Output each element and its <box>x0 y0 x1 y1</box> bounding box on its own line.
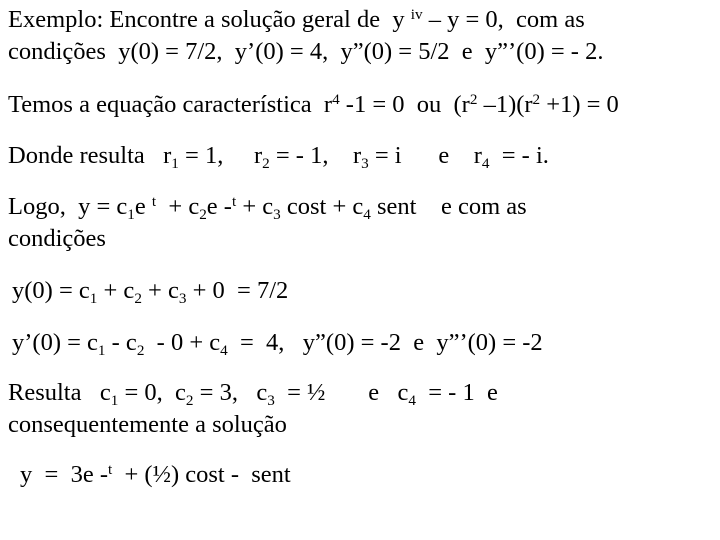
subscript: 2 <box>134 289 142 307</box>
superscript: 2 <box>532 90 541 108</box>
text-segment: + c <box>156 193 200 220</box>
text-segment: Temos a equação característica r <box>8 91 333 118</box>
subscript: 4 <box>363 205 371 223</box>
superscript: 2 <box>469 90 478 108</box>
result-line-2: consequentemente a solução <box>8 411 287 438</box>
result-line-1 <box>8 377 498 409</box>
text-segment: = - i. <box>489 142 549 169</box>
text-segment: = - 1 e <box>415 379 498 406</box>
subscript: 2 <box>136 341 145 359</box>
example-statement-line-2: condições y(0) = 7/2, y’(0) = 4, y”(0) = 5/2 e y”’(0) = - 2. <box>8 38 604 65</box>
subscript: 4 <box>408 391 416 409</box>
text-segment: e <box>134 193 152 220</box>
superscript: t <box>151 192 157 210</box>
text-segment: y(0) = c <box>12 277 90 304</box>
text-segment: cost + c <box>280 193 364 220</box>
text-segment: Donde resulta r <box>8 142 172 169</box>
subscript: 3 <box>178 289 187 307</box>
text-segment: + 0 = 7/2 <box>186 277 289 304</box>
superscript: t <box>107 460 113 478</box>
subscript: 3 <box>267 391 275 409</box>
characteristic-equation <box>8 89 619 121</box>
superscript: iv <box>410 5 423 23</box>
subscript: 4 <box>220 341 228 359</box>
text-segment: = 0, c <box>118 379 186 406</box>
text-segment: = 3, c <box>193 379 268 406</box>
text-segment: = - 1, r <box>269 142 362 169</box>
text-segment: - 0 + c <box>144 329 221 356</box>
text-segment: Exemplo: Encontre a solução geral de y <box>8 6 411 33</box>
text-segment: sent e com as <box>370 193 527 220</box>
subscript: 1 <box>127 205 135 223</box>
subscript: 1 <box>89 289 98 307</box>
text-segment: Logo, y = c <box>8 193 128 220</box>
example-statement-line-1 <box>8 4 585 36</box>
text-segment: = ½ e c <box>274 379 409 406</box>
initial-condition-line-1 <box>12 275 288 307</box>
text-segment: - c <box>105 329 137 356</box>
initial-condition-line-2 <box>12 327 543 359</box>
superscript: 4 <box>332 90 340 108</box>
text-segment: – y = 0, com as <box>422 6 585 33</box>
general-solution-line-1 <box>8 191 527 223</box>
subscript: 1 <box>171 154 179 172</box>
text-segment: –1)(r <box>477 91 533 118</box>
text-segment: + c <box>236 193 274 220</box>
text-segment: + c <box>97 277 135 304</box>
subscript: 2 <box>262 154 270 172</box>
subscript: 2 <box>199 205 207 223</box>
text-segment: + c <box>141 277 179 304</box>
subscript: 1 <box>97 341 106 359</box>
general-solution-line-2: condições <box>8 225 106 252</box>
text-segment: = i e r <box>368 142 482 169</box>
text-segment: y = 3e - <box>20 461 108 488</box>
subscript: 3 <box>273 205 281 223</box>
text-segment: = 1, r <box>178 142 263 169</box>
text-segment: + (½) cost - sent <box>112 461 291 488</box>
text-segment: = 4, y”(0) = -2 e y”’(0) = -2 <box>227 329 543 356</box>
text-segment: Resulta c <box>8 379 111 406</box>
subscript: 4 <box>481 154 490 172</box>
text-segment: -1 = 0 ou (r <box>339 91 470 118</box>
final-solution <box>20 459 291 491</box>
roots-line <box>8 140 549 172</box>
subscript: 2 <box>185 391 194 409</box>
text-segment: +1) = 0 <box>540 91 619 118</box>
text-segment: y’(0) = c <box>12 329 98 356</box>
subscript: 1 <box>110 391 119 409</box>
superscript: t <box>231 192 237 210</box>
subscript: 3 <box>361 154 369 172</box>
text-segment: e - <box>206 193 232 220</box>
